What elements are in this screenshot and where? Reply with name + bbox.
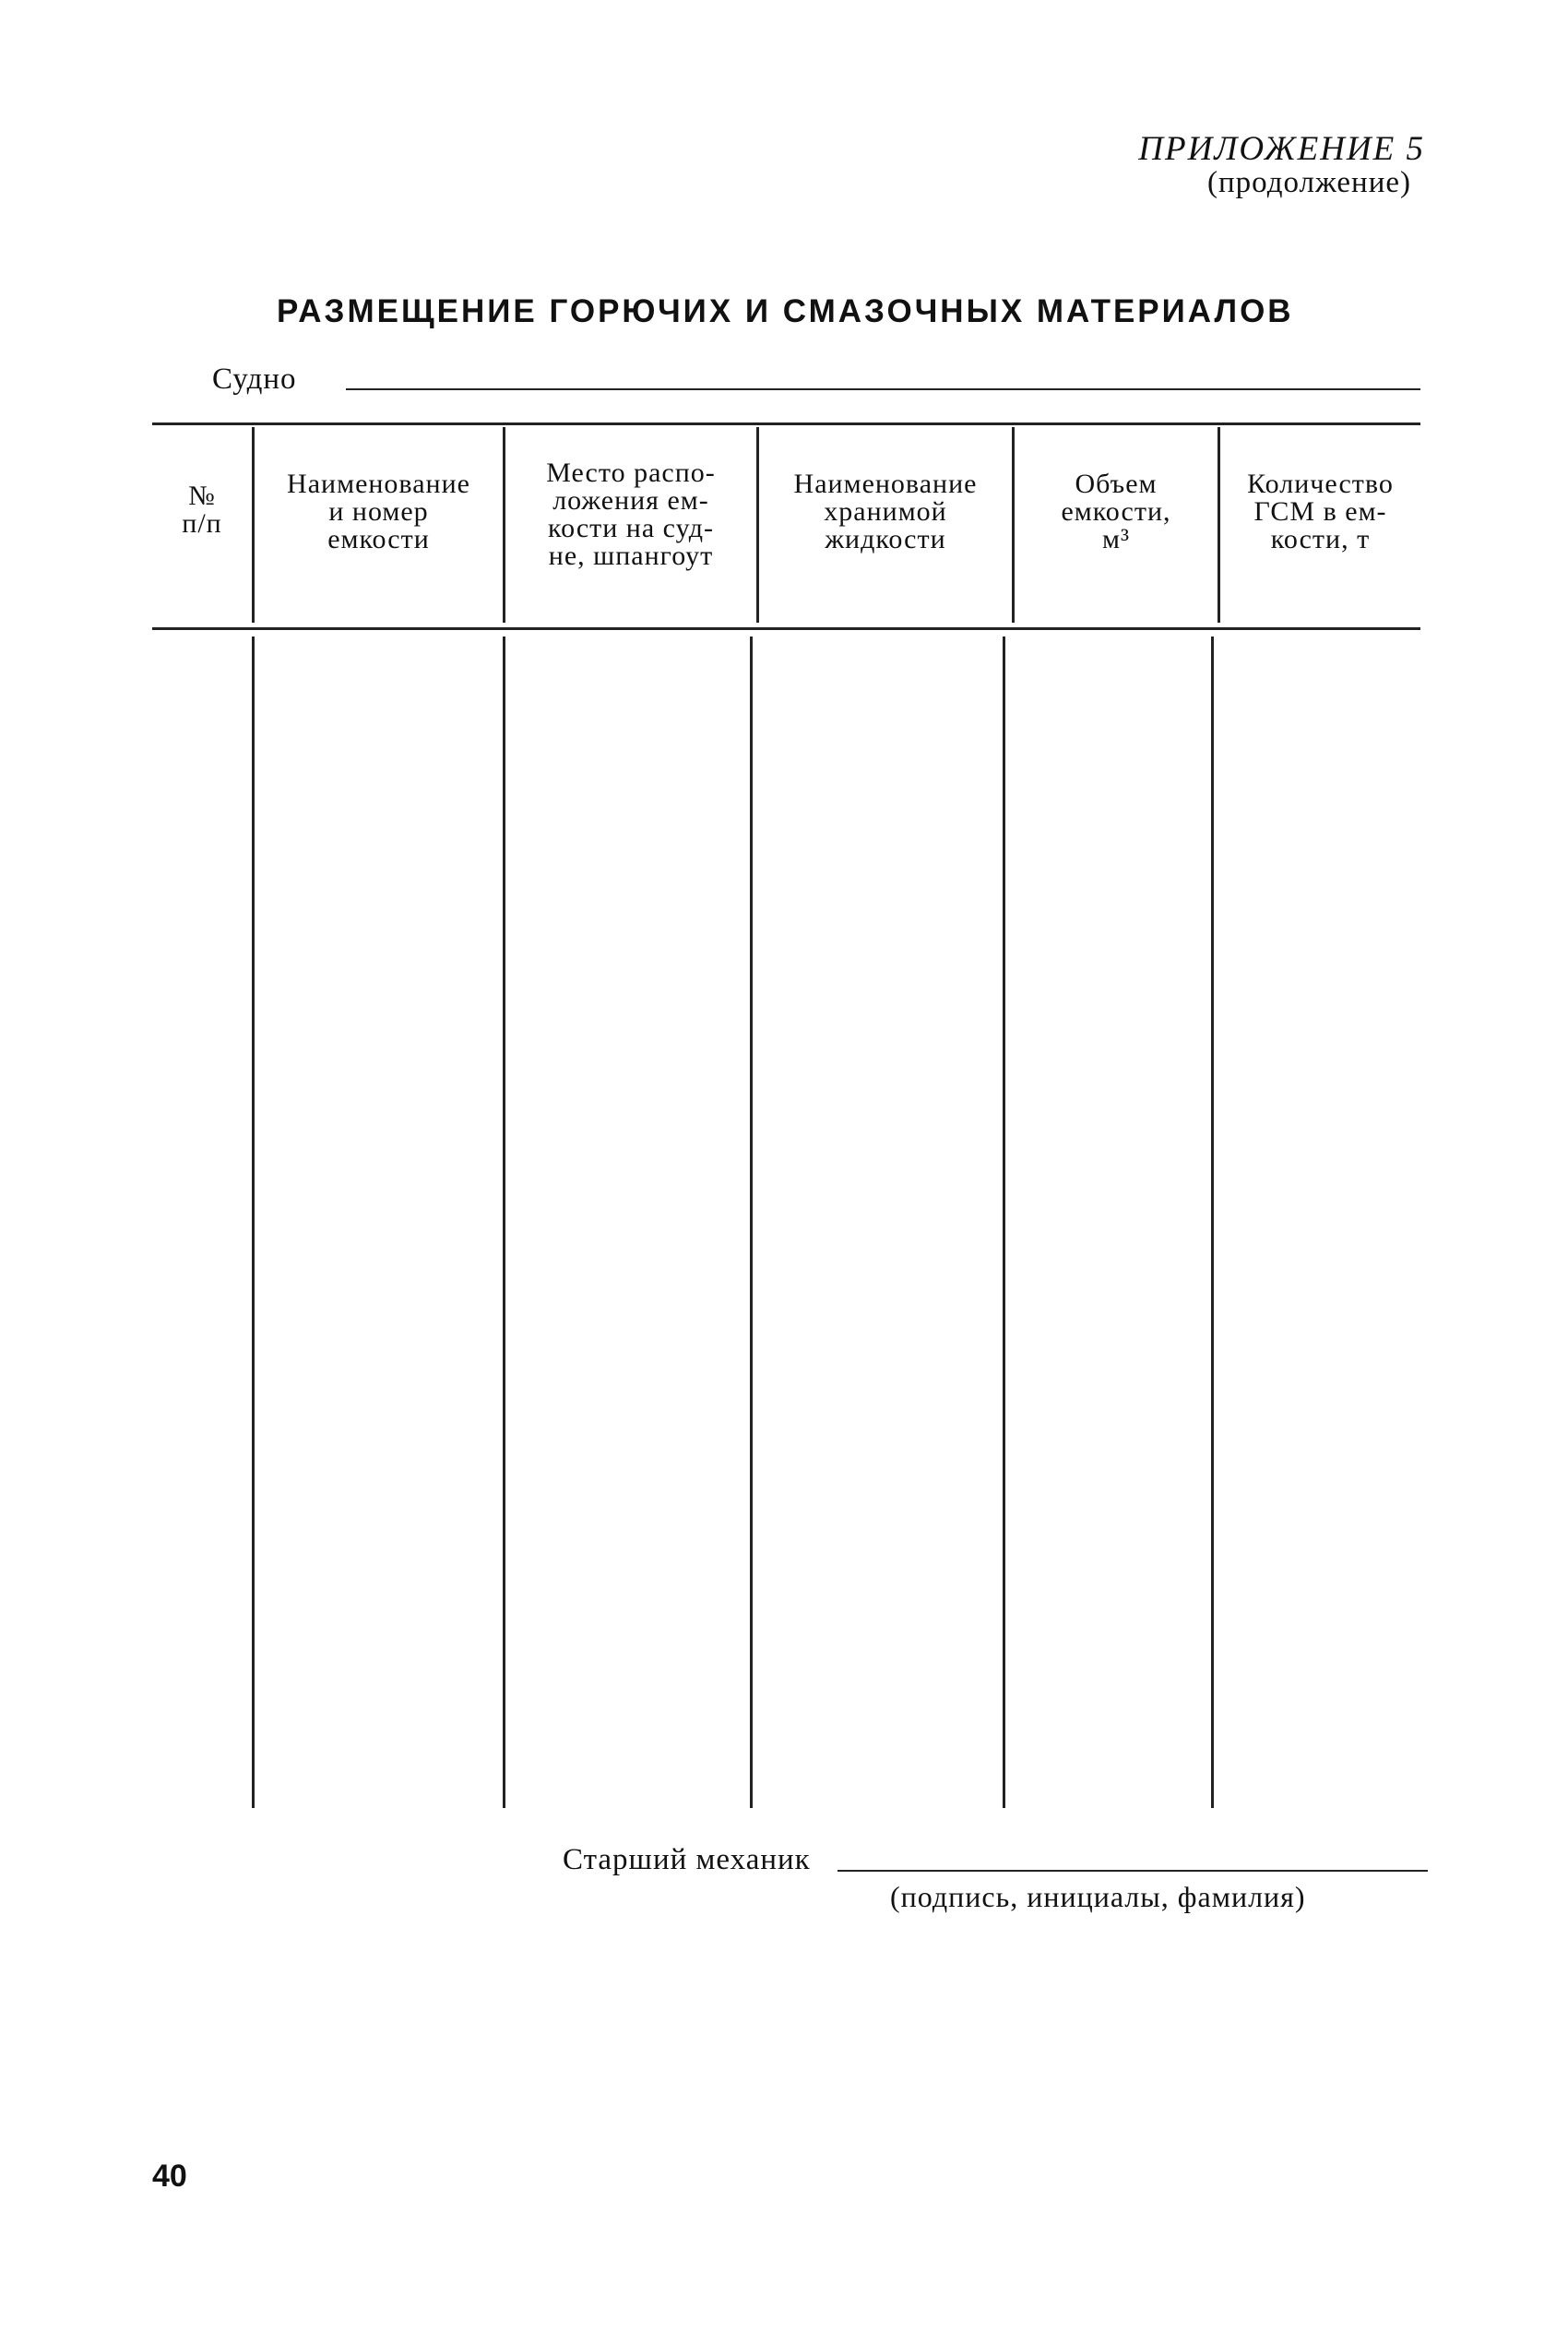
column-divider bbox=[503, 637, 505, 1808]
fuel-table bbox=[152, 422, 1420, 1815]
table-header-divider bbox=[152, 627, 1420, 630]
appendix-title: ПРИЛОЖЕНИЕ 5 bbox=[1138, 130, 1425, 168]
column-divider bbox=[252, 637, 255, 1808]
column-header-liquid: Наименование хранимой жидкости bbox=[793, 469, 978, 554]
column-header-location: Место распо- ложения ем- кости на суд- не, шпангоут bbox=[546, 458, 716, 571]
column-divider bbox=[1003, 637, 1005, 1808]
signature-line[interactable] bbox=[837, 1870, 1428, 1872]
vessel-input-line[interactable] bbox=[346, 388, 1420, 390]
column-header-volume: Объем емкости, м³ bbox=[1061, 469, 1171, 554]
signer-label: Старший механик bbox=[563, 1843, 811, 1876]
appendix-note: (продолжение) bbox=[1207, 166, 1411, 199]
column-divider bbox=[1211, 637, 1214, 1808]
table-top-border bbox=[152, 422, 1420, 425]
column-header-number: № п/п bbox=[182, 481, 222, 539]
column-header-quantity: Количество ГСМ в ем- кости, т bbox=[1247, 469, 1394, 554]
column-divider bbox=[750, 637, 753, 1808]
vessel-label: Судно bbox=[212, 363, 297, 396]
page-number: 40 bbox=[152, 2159, 187, 2194]
signature-hint: (подпись, инициалы, фамилия) bbox=[890, 1880, 1306, 1913]
form-title: РАЗМЕЩЕНИЕ ГОРЮЧИХ И СМАЗОЧНЫХ МАТЕРИАЛОВ bbox=[277, 293, 1294, 329]
column-header-tank-name: Наименование и номер емкости bbox=[287, 469, 470, 554]
